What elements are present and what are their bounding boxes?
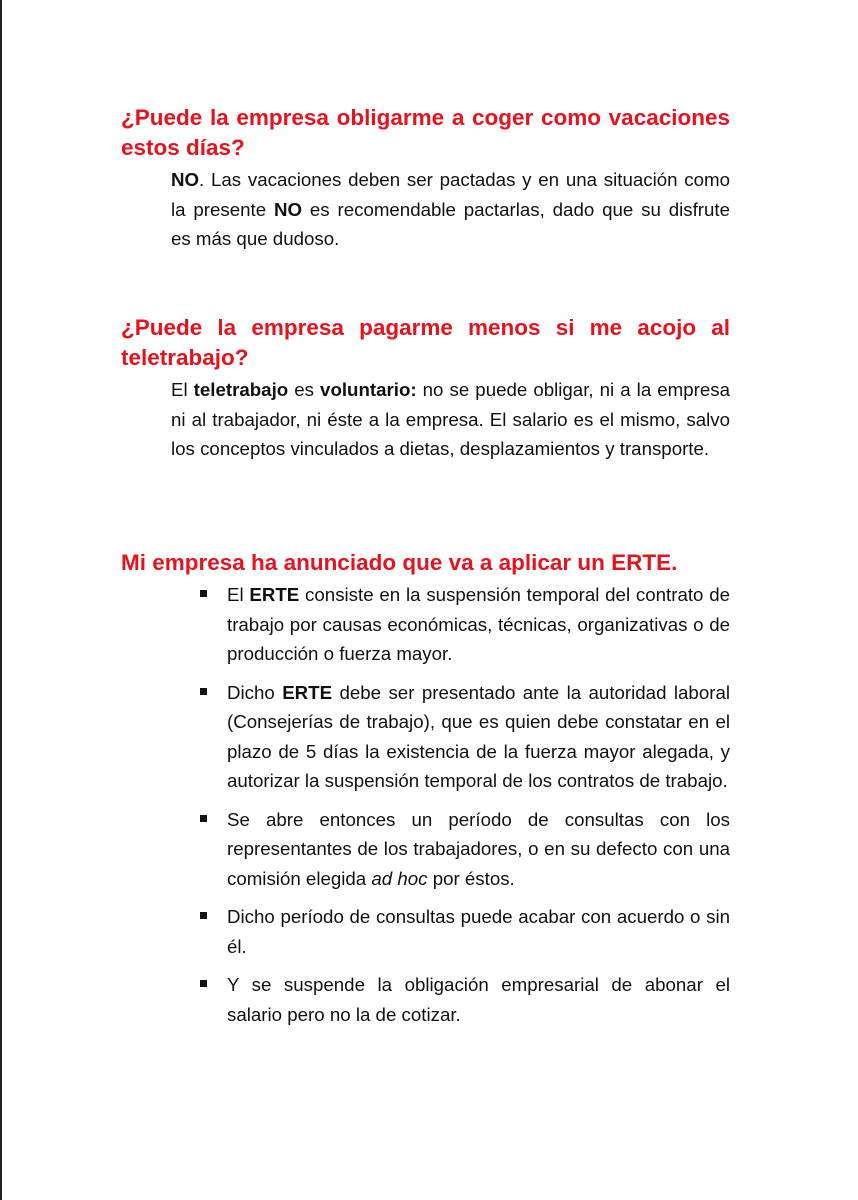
italic-ad-hoc: ad hoc [371,867,428,889]
list-item [227,805,730,894]
item-text: debe ser presentado ante la autoridad laboral (Consejerías de trabajo), que es quien debe constatar en el plazo de 5 días la existencia de la fuerza mayor alegada, y autorizar la suspensión temporal de los contratos de trabajo. [227,681,730,791]
emphasis-teletrabajo: teletrabajo [193,379,289,400]
item-text: Dicho [227,681,283,703]
item-text: Dicho período de consultas puede acabar con acuerdo o sin él. [227,906,730,957]
square-bullet-icon [200,815,207,822]
item-text: Y se suspende la obligación empresarial de abonar el salario pero no la de cotizar. [227,974,730,1025]
square-bullet-icon [200,688,207,695]
section-heading: Mi empresa ha anunciado que va a aplicar un ERTE. [121,550,678,575]
item-text: Se abre entonces un período de consultas con los representantes de los trabajadores, o en su defecto con una comisión elegida [227,808,730,889]
question-heading: ¿Puede la empresa obligarme a coger como vacaciones estos días? [121,105,730,160]
answer-text: no se puede obligar, ni a la empresa ni al trabajador, ni éste a la empresa. El salario es el mismo, salvo los conceptos vinculados a dietas, desplazamientos y transporte. [171,379,730,459]
erte-bullet-list [121,580,730,1029]
emphasis-voluntario: voluntario: [320,379,417,400]
answer-text: . Las vacaciones deben ser pactadas y en una situación como la presente [171,169,730,220]
square-bullet-icon [200,980,207,987]
answer-text: es [288,379,321,400]
faq-vacaciones [121,103,730,254]
emphasis-no: NO [171,169,200,190]
answer-text: El [171,379,194,400]
answer-text: es recomendable pactarlas, dado que su disfrute es más que dudoso. [171,198,730,249]
faq-erte [121,548,730,1038]
list-item [227,678,730,796]
emphasis-no: NO [274,198,303,220]
answer-paragraph [171,375,730,464]
list-item [227,970,730,1029]
square-bullet-icon [200,590,207,597]
item-text: El [227,584,250,605]
answer-paragraph [171,165,730,254]
item-text: por éstos. [427,867,515,889]
list-item [227,580,730,669]
list-item [227,902,730,961]
emphasis-erte: ERTE [282,681,333,703]
item-text: consiste en la suspensión temporal del contrato de trabajo por causas económicas, técnicas, organizativas o de producción o fuerza mayor. [227,584,731,664]
question-heading: ¿Puede la empresa pagarme menos si me acojo al teletrabajo? [121,315,730,370]
emphasis-erte: ERTE [249,584,300,605]
square-bullet-icon [200,912,207,919]
faq-teletrabajo [121,313,730,464]
